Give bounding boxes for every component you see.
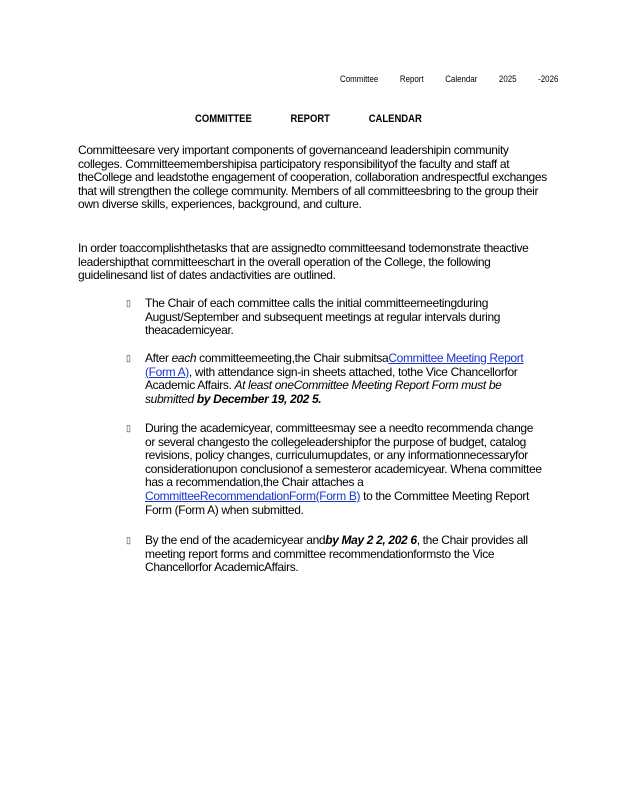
running-header	[340, 74, 559, 84]
header-word-calendar: Calendar	[445, 74, 478, 84]
document-title	[195, 113, 458, 125]
bullet-3-part-1: During the academicyear, committeesmay see a needto recommenda change or several changesto the collegeleadershipfor the purpose of budget, catalog revisions, policy changes, curriculumupdates, or any informationnecessaryfor considerationupon conclusionof a semesteror academicyear. Whena committee has a recommendation,the Chair attaches a	[145, 421, 542, 490]
form-b-link[interactable]: CommitteeRecommendationForm(Form B)	[145, 488, 361, 503]
bullet-marker: ▯	[126, 298, 131, 308]
bullet-1-text: The Chair of each committee calls the initial committeemeetingduring August/September and subsequent meetings at regular intervals during theacademicyear.	[145, 296, 501, 338]
bullet-2-part-2: each	[171, 351, 197, 365]
header-year-start: 2025	[498, 74, 517, 84]
bullet-4-text	[145, 534, 545, 575]
title-word-report: REPORT	[290, 113, 330, 125]
bullet-2-deadline: by December 19, 202 5.	[196, 391, 322, 406]
form-a-link[interactable]: Committee Meeting Report (Form A)	[145, 351, 524, 379]
bullet-4-part-3: , the Chair provides all meeting report forms and committee recommendationformsto the Vice Chancellorfor AcademicAffairs.	[145, 533, 528, 575]
intro-paragraph-1: Committeesare very important components of governanceand leadershipin community colleges. Committeemembershipisa participatory responsibilityof the faculty and staff at theCollege and leadstothe engagement of cooperation, collaboration andrespectful exchanges that will strengthen the college community. Members of all committeesbring to the group their own diverse skills, experiences, background, and culture.	[78, 143, 547, 212]
bullet-4-part-1: By the end of the academicyear and	[145, 533, 326, 547]
bullet-2-part-4: , with attendance sign-in sheets attached, tothe Vice Chancellorfor Academic Affairs.	[145, 364, 518, 393]
bullet-2-text	[145, 352, 545, 406]
header-word-report: Report	[399, 74, 424, 84]
bullet-2-part-5: At least oneCommittee Meeting Report Form must be submitted	[145, 378, 502, 406]
header-year-end: -2026	[538, 74, 559, 84]
bullet-marker: ▯	[126, 535, 131, 545]
bullet-3-part-2: to the Committee Meeting Report Form (Form A) when submitted.	[145, 488, 530, 517]
title-word-calendar: CALENDAR	[368, 113, 422, 125]
bullet-marker: ▯	[126, 353, 131, 363]
intro-paragraph-2: In order toaccomplishthetasks that are assignedto committeesand todemonstrate theactive leadershipthat committeeschart in the overall operation of the College, the following guidelinesand list of dates andactivities are outlined.	[78, 241, 529, 283]
bullet-4-deadline: by May 2 2, 202 6	[325, 533, 417, 547]
header-word-committee: Committee	[340, 74, 379, 84]
bullet-3-text	[145, 422, 545, 517]
title-word-committee: COMMITTEE	[195, 113, 252, 125]
bullet-marker: ▯	[126, 423, 131, 433]
bullet-2-part-1: After	[145, 351, 172, 365]
bullet-2-part-3: committeemeeting,the Chair submitsa	[196, 351, 389, 365]
